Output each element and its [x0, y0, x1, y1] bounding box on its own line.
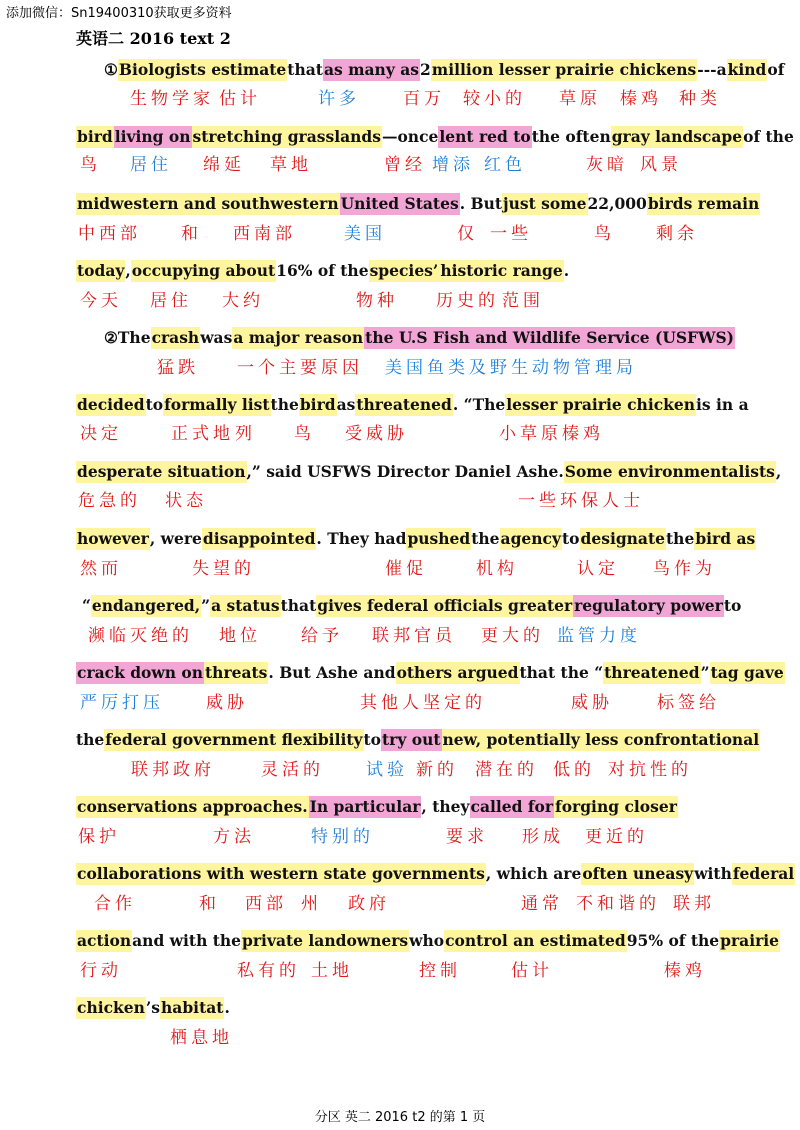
gloss-annotation: 不和谐的 — [576, 894, 660, 914]
highlight-yellow: formally list — [164, 395, 270, 414]
gloss-annotation: 决定 — [80, 424, 122, 444]
highlight-pink: In particular — [309, 797, 421, 816]
passage-line — [82, 595, 741, 617]
gloss-annotation: 和 — [181, 224, 202, 244]
gloss-annotation: 地位 — [219, 626, 261, 646]
gloss-annotation: 联邦 — [673, 894, 715, 914]
gloss-annotation: 控制 — [419, 961, 461, 981]
highlight-yellow: action — [77, 931, 132, 950]
gloss-annotation: 灰暗 — [586, 155, 628, 175]
gloss-annotation: 灵活的 — [261, 760, 324, 780]
highlight-pink: as many as — [323, 60, 419, 79]
gloss-annotation: 合作 — [94, 894, 136, 914]
highlight-yellow: collaborations with western state governments — [77, 864, 485, 883]
gloss-annotation: 危急的 — [78, 491, 141, 511]
passage-text: with — [694, 864, 732, 883]
highlight-pink: regulatory power — [574, 596, 723, 615]
highlight-yellow: often uneasy — [582, 864, 694, 883]
highlight-yellow: Biologists estimate — [118, 60, 287, 79]
passage-text: , which are — [485, 864, 582, 883]
gloss-annotation: 通常 — [521, 894, 563, 914]
gloss-annotation: 估计 — [511, 961, 553, 981]
gloss-annotation: 生物学家 — [130, 89, 214, 109]
passage-line — [104, 327, 735, 349]
gloss-annotation: 鸟 — [594, 224, 615, 244]
passage-line — [76, 193, 760, 215]
passage-text: 2 — [420, 60, 431, 79]
passage-text: to — [363, 730, 382, 749]
highlight-yellow: conservations approaches. — [77, 797, 308, 816]
highlight-pink: try out — [382, 730, 441, 749]
gloss-annotation: 鸟 — [80, 155, 101, 175]
gloss-annotation: 对抗性的 — [608, 760, 692, 780]
highlight-yellow: decided — [77, 395, 145, 414]
highlight-yellow: lesser prairie chicken — [506, 395, 696, 414]
passage-text: , they — [421, 797, 470, 816]
highlight-yellow: occupying about — [131, 261, 276, 280]
passage-text: to — [562, 529, 580, 548]
highlight-yellow: endangered, — [91, 596, 201, 615]
highlight-yellow: today — [77, 261, 125, 280]
gloss-annotation: 增添 — [432, 155, 474, 175]
passage-text: ’s — [145, 998, 161, 1017]
passage-text: ②The — [104, 328, 151, 347]
gloss-annotation: 受威胁 — [345, 424, 408, 444]
gloss-annotation: 要求 — [446, 827, 488, 847]
gloss-annotation: 土地 — [311, 961, 353, 981]
gloss-annotation: 西部 — [245, 894, 287, 914]
gloss-annotation: 较小的 — [463, 89, 526, 109]
highlight-yellow: private landowners — [242, 931, 409, 950]
gloss-annotation: 榛鸡 — [620, 89, 662, 109]
highlight-yellow: gives federal officials greater — [317, 596, 573, 615]
gloss-annotation: 标签给 — [657, 693, 720, 713]
gloss-annotation: 其他人坚定的 — [360, 693, 486, 713]
highlight-yellow: million lesser prairie chickens — [431, 60, 697, 79]
passage-text: ” — [201, 596, 211, 615]
passage-text: the — [471, 529, 500, 548]
gloss-annotation: 失望的 — [192, 559, 255, 579]
highlight-yellow: prairie — [720, 931, 780, 950]
highlight-yellow: new, potentially less confrontational — [442, 730, 760, 749]
passage-line — [76, 662, 785, 684]
highlight-pink: crack down on — [77, 663, 204, 682]
gloss-annotation: 保护 — [78, 827, 120, 847]
highlight-yellow: threatened — [356, 395, 452, 414]
gloss-annotation: 一个主要原因 — [237, 358, 363, 378]
gloss-annotation: 红色 — [484, 155, 526, 175]
gloss-annotation: 物种 — [356, 291, 398, 311]
highlight-yellow: bird as — [695, 529, 756, 548]
highlight-yellow: Some environmentalists — [564, 462, 775, 481]
passage-text: the — [270, 395, 299, 414]
highlight-yellow: forging closer — [555, 797, 677, 816]
gloss-annotation: 绵延 — [203, 155, 245, 175]
gloss-annotation: 仅 — [457, 224, 478, 244]
passage-text: the — [666, 529, 695, 548]
gloss-annotation: 潜在的 — [475, 760, 538, 780]
passage-text: . — [563, 261, 570, 280]
gloss-annotation: 认定 — [577, 559, 619, 579]
highlight-yellow: chicken — [77, 998, 145, 1017]
gloss-annotation: 正式地 — [171, 424, 234, 444]
gloss-annotation: 状态 — [165, 491, 207, 511]
highlight-yellow: just some — [503, 194, 587, 213]
passage-line — [76, 461, 781, 483]
passage-text: of the — [743, 127, 794, 146]
gloss-annotation: 更大的 — [481, 626, 544, 646]
passage-line — [76, 394, 749, 416]
passage-text: ,” said USFWS Director Daniel Ashe. — [246, 462, 564, 481]
highlight-yellow: pushed — [407, 529, 471, 548]
passage-text: 22,000 — [587, 194, 647, 213]
gloss-annotation: 小草原榛鸡 — [499, 424, 604, 444]
gloss-annotation: 栖息地 — [170, 1028, 233, 1048]
highlight-yellow: stretching grasslands — [192, 127, 381, 146]
gloss-annotation: 联邦政府 — [131, 760, 215, 780]
highlight-pink: the U.S Fish and Wildlife Service (USFWS) — [365, 328, 735, 347]
highlight-yellow: threats — [205, 663, 268, 682]
highlight-yellow: agency — [500, 529, 562, 548]
passage-line — [76, 126, 794, 148]
gloss-annotation: 濒临灭绝的 — [88, 626, 193, 646]
gloss-annotation: 一些 — [490, 224, 532, 244]
gloss-annotation: 催促 — [385, 559, 427, 579]
gloss-annotation: 美国鱼类及野生动物管理局 — [385, 358, 637, 378]
gloss-annotation: 列 — [235, 424, 256, 444]
highlight-yellow: federal — [732, 864, 795, 883]
passage-line — [76, 997, 230, 1019]
highlight-yellow: designate — [580, 529, 666, 548]
gloss-annotation: 美国 — [344, 224, 386, 244]
highlight-yellow: tag gave — [710, 663, 784, 682]
passage-line — [76, 930, 780, 952]
gloss-annotation: 居住 — [130, 155, 172, 175]
passage-line — [76, 863, 795, 885]
gloss-annotation: 估计 — [219, 89, 261, 109]
passage-text: to — [723, 596, 742, 615]
gloss-annotation: 特别的 — [311, 827, 374, 847]
gloss-annotation: 猛跌 — [157, 358, 199, 378]
gloss-annotation: 中西部 — [78, 224, 141, 244]
gloss-annotation: 草地 — [270, 155, 312, 175]
passage-text: to — [145, 395, 164, 414]
gloss-annotation: 剩余 — [656, 224, 698, 244]
passage-text: . — [224, 998, 230, 1017]
passage-text: the — [76, 730, 105, 749]
gloss-annotation: 给予 — [301, 626, 343, 646]
highlight-yellow: desperate situation — [77, 462, 246, 481]
passage-line — [76, 796, 678, 818]
passage-text: that — [287, 60, 323, 79]
gloss-annotation: 形成 — [522, 827, 564, 847]
highlight-yellow: crash — [151, 328, 200, 347]
gloss-annotation: 鸟 — [294, 424, 315, 444]
page-title: 英语二 2016 text 2 — [76, 29, 231, 48]
gloss-annotation: 许多 — [318, 89, 360, 109]
gloss-annotation: 西南部 — [233, 224, 296, 244]
gloss-annotation: 风景 — [640, 155, 682, 175]
highlight-yellow: midwestern and southwestern — [77, 194, 339, 213]
highlight-yellow: a status — [211, 596, 280, 615]
highlight-pink: living on — [114, 127, 191, 146]
gloss-annotation: 政府 — [348, 894, 390, 914]
gloss-annotation: 历史的 — [436, 291, 499, 311]
gloss-annotation: 然而 — [80, 559, 122, 579]
gloss-annotation: 威胁 — [571, 693, 613, 713]
gloss-annotation: 居住 — [150, 291, 192, 311]
passage-line — [104, 59, 784, 81]
gloss-annotation: 联邦官员 — [372, 626, 456, 646]
gloss-annotation: 大约 — [222, 291, 264, 311]
passage-text: —once — [381, 127, 439, 146]
highlight-yellow: others argued — [396, 663, 519, 682]
highlight-pink: United States — [340, 194, 459, 213]
gloss-annotation: 范围 — [502, 291, 544, 311]
passage-text: , — [125, 261, 131, 280]
gloss-annotation: 草原 — [559, 89, 601, 109]
gloss-annotation: 榛鸡 — [664, 961, 706, 981]
gloss-annotation: 种类 — [679, 89, 721, 109]
gloss-annotation: 和 — [199, 894, 220, 914]
passage-text: . “The — [452, 395, 506, 414]
highlight-yellow: birds remain — [647, 194, 760, 213]
passage-text: , — [775, 462, 782, 481]
passage-text: ① — [104, 60, 118, 79]
passage-text: . But Ashe and — [268, 663, 396, 682]
passage-text: as — [336, 395, 356, 414]
highlight-yellow: threatened — [604, 663, 700, 682]
highlight-yellow: however — [77, 529, 149, 548]
passage-text: who — [409, 931, 445, 950]
gloss-annotation: 方法 — [213, 827, 255, 847]
passage-line — [76, 729, 760, 751]
highlight-yellow: kind — [727, 60, 767, 79]
passage-line — [76, 528, 756, 550]
gloss-annotation: 新的 — [416, 760, 458, 780]
gloss-annotation: 行动 — [80, 961, 122, 981]
highlight-pink: called for — [470, 797, 554, 816]
gloss-annotation: 机构 — [476, 559, 518, 579]
passage-text: was — [200, 328, 233, 347]
passage-text: . They had — [316, 529, 407, 548]
top-note: 添加微信：Sn19400310获取更多资料 — [6, 6, 232, 21]
passage-text: is in a — [696, 395, 749, 414]
highlight-yellow: a major reason — [233, 328, 364, 347]
highlight-yellow: habitat — [161, 998, 224, 1017]
gloss-annotation: 一些环保人士 — [518, 491, 644, 511]
gloss-annotation: 更近的 — [585, 827, 648, 847]
highlight-yellow: historic range — [440, 261, 563, 280]
highlight-yellow: gray landscape — [611, 127, 743, 146]
gloss-annotation: 州 — [301, 894, 322, 914]
gloss-annotation: 监管力度 — [557, 626, 641, 646]
passage-text: the often — [531, 127, 611, 146]
highlight-yellow: disappointed — [202, 529, 316, 548]
highlight-yellow: species’ — [369, 261, 439, 280]
page-footer: 分区 英二 2016 t2 的第 1 页 — [314, 1110, 486, 1125]
gloss-annotation: 曾经 — [384, 155, 426, 175]
gloss-annotation: 今天 — [80, 291, 122, 311]
passage-text: of — [767, 60, 785, 79]
passage-line — [76, 260, 569, 282]
highlight-yellow: bird — [299, 395, 336, 414]
gloss-annotation: 百万 — [403, 89, 445, 109]
passage-text: 95% of the — [626, 931, 720, 950]
passage-text: that the “ — [519, 663, 604, 682]
passage-text: 16% of the — [276, 261, 369, 280]
gloss-annotation: 威胁 — [206, 693, 248, 713]
passage-text: ---a — [697, 60, 727, 79]
passage-text: . But — [459, 194, 503, 213]
passage-text: , were — [149, 529, 202, 548]
gloss-annotation: 私有的 — [237, 961, 300, 981]
gloss-annotation: 低的 — [553, 760, 595, 780]
highlight-yellow: federal government flexibility — [105, 730, 363, 749]
highlight-yellow: bird — [77, 127, 113, 146]
gloss-annotation: 严厉打压 — [80, 693, 164, 713]
passage-text: that — [280, 596, 317, 615]
passage-text: “ — [82, 596, 91, 615]
passage-text: and with the — [132, 931, 242, 950]
highlight-yellow: control an estimated — [445, 931, 626, 950]
gloss-annotation: 鸟作为 — [653, 559, 716, 579]
gloss-annotation: 试验 — [366, 760, 408, 780]
passage-text: ” — [700, 663, 710, 682]
highlight-pink: lent red to — [439, 127, 531, 146]
